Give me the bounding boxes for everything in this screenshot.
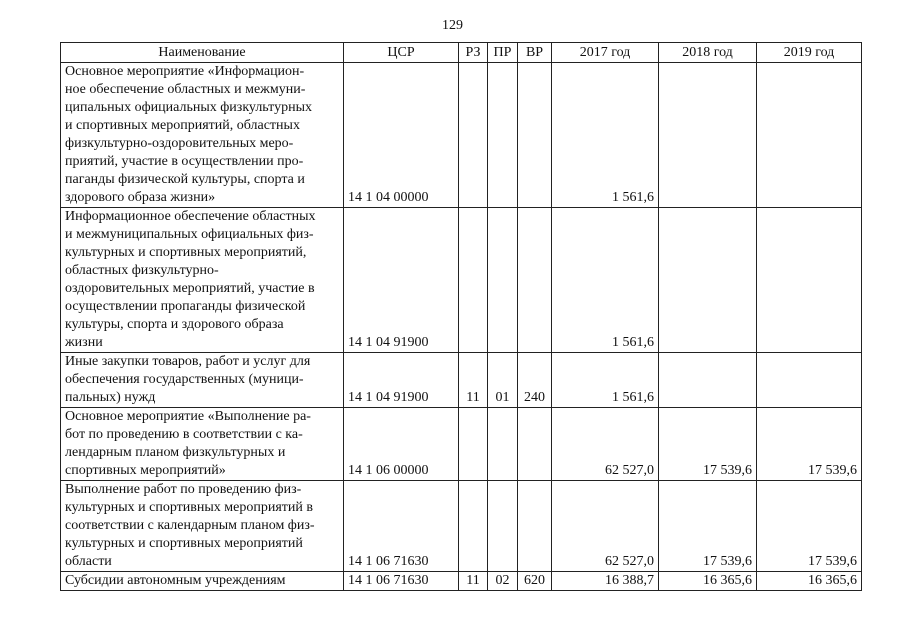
row-csr: 14 1 06 71630 — [344, 572, 459, 591]
row-name — [61, 408, 344, 481]
table-row — [61, 408, 862, 481]
header-2019: 2019 год — [757, 43, 862, 63]
row-name — [61, 481, 344, 572]
row-vr: 620 — [518, 572, 552, 591]
row-2018 — [659, 208, 757, 353]
row-2018 — [659, 353, 757, 408]
row-name-line: ципальных официальных физкультурных — [65, 100, 312, 115]
row-name-line: Субсидии автономным учреждениям — [65, 573, 286, 588]
row-name-line: Выполнение работ по проведению физ- — [65, 482, 302, 497]
row-name-line: приятий, участие в осуществлении про- — [65, 154, 304, 169]
table-row — [61, 481, 862, 572]
row-2017: 1 561,6 — [552, 63, 659, 208]
row-vr: 240 — [518, 353, 552, 408]
row-rz: 11 — [459, 572, 488, 591]
row-name-line: областных физкультурно- — [65, 263, 219, 278]
row-name-line: Информационное обеспечение областных — [65, 209, 316, 224]
table-row — [61, 208, 862, 353]
row-rz: 11 — [459, 353, 488, 408]
row-rz — [459, 208, 488, 353]
row-name-line: оздоровительных мероприятий, участие в — [65, 281, 315, 296]
header-2017: 2017 год — [552, 43, 659, 63]
row-vr — [518, 63, 552, 208]
row-pr — [488, 481, 518, 572]
row-2018: 16 365,6 — [659, 572, 757, 591]
row-name-line: ное обеспечение областных и межмуни- — [65, 82, 306, 97]
row-2019 — [757, 353, 862, 408]
row-2019 — [757, 208, 862, 353]
row-vr — [518, 481, 552, 572]
row-2017: 1 561,6 — [552, 353, 659, 408]
row-csr: 14 1 04 00000 — [344, 63, 459, 208]
row-rz — [459, 481, 488, 572]
row-name-line: культурных и спортивных мероприятий — [65, 536, 303, 551]
row-2018: 17 539,6 — [659, 481, 757, 572]
row-2019 — [757, 63, 862, 208]
row-name-line: обеспечения государственных (муници- — [65, 372, 304, 387]
budget-table — [60, 42, 862, 591]
row-name-line: Иные закупки товаров, работ и услуг для — [65, 354, 311, 369]
row-name-line: жизни — [65, 335, 103, 350]
header-vr: ВР — [518, 43, 552, 63]
header-name: Наименование — [61, 43, 344, 63]
row-csr: 14 1 06 00000 — [344, 408, 459, 481]
row-rz — [459, 408, 488, 481]
header-row — [61, 43, 862, 63]
row-2017: 62 527,0 — [552, 408, 659, 481]
row-csr: 14 1 04 91900 — [344, 353, 459, 408]
row-name-line: культуры, спорта и здорового образа — [65, 317, 284, 332]
row-name-line: лендарным планом физкультурных и — [65, 445, 286, 460]
row-name — [61, 208, 344, 353]
row-vr — [518, 408, 552, 481]
row-name-line: бот по проведению в соответствии с ка- — [65, 427, 303, 442]
row-csr: 14 1 06 71630 — [344, 481, 459, 572]
row-pr — [488, 208, 518, 353]
row-name — [61, 63, 344, 208]
header-2018: 2018 год — [659, 43, 757, 63]
table-row — [61, 572, 862, 591]
row-name-line: области — [65, 554, 112, 569]
row-2017: 62 527,0 — [552, 481, 659, 572]
row-name-line: культурных и спортивных мероприятий в — [65, 500, 314, 515]
table-body — [61, 63, 862, 591]
row-pr: 01 — [488, 353, 518, 408]
row-name-line: соответствии с календарным планом физ- — [65, 518, 315, 533]
table-row — [61, 63, 862, 208]
page-number: 129 — [442, 18, 463, 33]
row-pr — [488, 408, 518, 481]
row-name-line: здорового образа жизни» — [65, 190, 216, 205]
row-pr: 02 — [488, 572, 518, 591]
header-pr: ПР — [488, 43, 518, 63]
row-name — [61, 353, 344, 408]
row-2017: 1 561,6 — [552, 208, 659, 353]
header-csr: ЦСР — [344, 43, 459, 63]
row-2018: 17 539,6 — [659, 408, 757, 481]
row-name-line: Основное мероприятие «Информацион- — [65, 64, 305, 79]
row-2018 — [659, 63, 757, 208]
row-name — [61, 572, 344, 591]
row-2019: 16 365,6 — [757, 572, 862, 591]
row-name-line: Основное мероприятие «Выполнение ра- — [65, 409, 311, 424]
row-name-line: спортивных мероприятий» — [65, 463, 226, 478]
row-name-line: паганды физической культуры, спорта и — [65, 172, 305, 187]
table-row — [61, 353, 862, 408]
row-vr — [518, 208, 552, 353]
row-name-line: культурных и спортивных мероприятий, — [65, 245, 307, 260]
row-2019: 17 539,6 — [757, 481, 862, 572]
row-name-line: физкультурно-оздоровительных меро- — [65, 136, 294, 151]
row-name-line: и межмуниципальных официальных физ- — [65, 227, 314, 242]
row-name-line: осуществлении пропаганды физической — [65, 299, 306, 314]
row-2017: 16 388,7 — [552, 572, 659, 591]
header-rz: РЗ — [459, 43, 488, 63]
row-pr — [488, 63, 518, 208]
row-rz — [459, 63, 488, 208]
row-name-line: пальных) нужд — [65, 390, 156, 405]
row-name-line: и спортивных мероприятий, областных — [65, 118, 300, 133]
row-csr: 14 1 04 91900 — [344, 208, 459, 353]
row-2019: 17 539,6 — [757, 408, 862, 481]
